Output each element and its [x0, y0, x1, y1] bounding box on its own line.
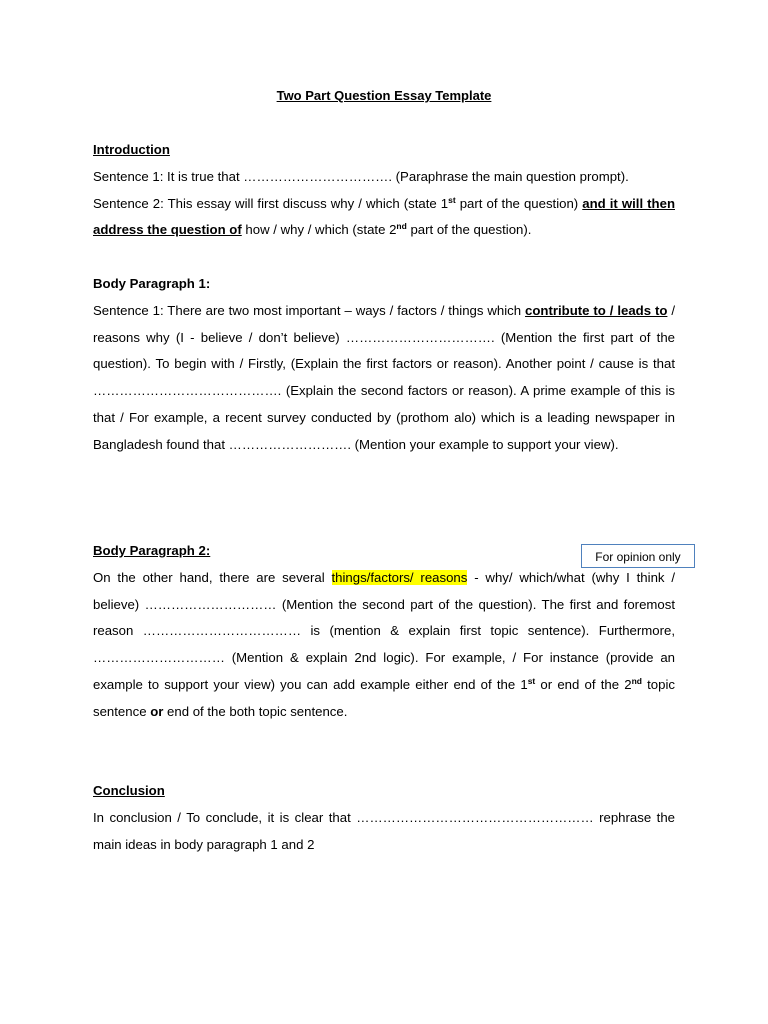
body2-sup-1: st — [527, 675, 536, 686]
body1-bold: contribute to / leads to — [525, 302, 668, 318]
introduction-section — [93, 137, 675, 244]
body-paragraph-1-heading: Body Paragraph 1: — [93, 276, 211, 291]
introduction-sentence-1: Sentence 1: It is true that ……………………………. (Paraphrase the main question prompt). — [93, 168, 629, 184]
body2-text-a: On the other hand, there are several — [93, 569, 332, 585]
body2-bold-or: or — [150, 703, 164, 719]
body-paragraph-1-section — [93, 271, 675, 459]
intro-s2-sup-2: nd — [396, 221, 407, 232]
conclusion-heading: Conclusion — [93, 783, 165, 798]
body1-text-b: / reasons why (I - believe / don’t believe) ……………………………. (Mention the first part of the question). To begin with / Firstly, (Explain the first factors or reason). Another point / cause is that ……………………………………. (Explain the second factors or reason). A prime example of this is that / For example, a recent survey conducted by (prothom alo) which is a leading newspaper in Bangladesh found that ………………………. (Mention your example to support your view). — [93, 302, 675, 452]
body-paragraph-2-text — [93, 565, 675, 726]
intro-s2-text-a: Sentence 2: This essay will first discuss why / which (state 1 — [93, 195, 449, 211]
intro-s2-sup-1: st — [448, 194, 456, 205]
conclusion-text: In conclusion / To conclude, it is clear that ……………………………………………… rephrase the main ideas in body paragraph 1 and 2 — [93, 809, 675, 852]
body2-text-b: - why/ which/what (why I think / believe) ………………………… (Mention the second part of the question). The first and foremost reason ……………………………… is (mention & explain first topic sentence). Furthermore, ………………………… (Mention & explain 2nd logic). For example, / For instance (provide an example to support your view) you can add example either end of the 1 — [93, 569, 676, 692]
body1-text-a: Sentence 1: There are two most important – ways / factors / things which — [93, 302, 526, 318]
intro-s2-text-c: how / why / which (state 2 — [241, 222, 397, 238]
intro-s2-text-b: part of the question) — [455, 195, 583, 211]
body2-highlight: things/factors/ reasons — [331, 569, 468, 585]
body2-text-c: or end of the 2 — [535, 676, 632, 692]
body2-sup-2: nd — [631, 675, 642, 686]
body2-text-e: end of the both topic sentence. — [163, 703, 348, 719]
introduction-sentence-2 — [93, 191, 675, 245]
intro-s2-text-d: part of the question). — [406, 222, 532, 238]
conclusion-section — [93, 778, 675, 858]
body2-text-d: topic sentence — [93, 676, 675, 719]
opinion-note-box: For opinion only — [581, 544, 695, 568]
introduction-heading: Introduction — [93, 142, 170, 157]
intro-s2-bold: and it will then address the question of — [93, 195, 675, 238]
body-paragraph-1-text — [93, 298, 675, 459]
body-paragraph-2-heading: Body Paragraph 2: — [93, 543, 211, 558]
document-title: Two Part Question Essay Template — [276, 88, 492, 103]
